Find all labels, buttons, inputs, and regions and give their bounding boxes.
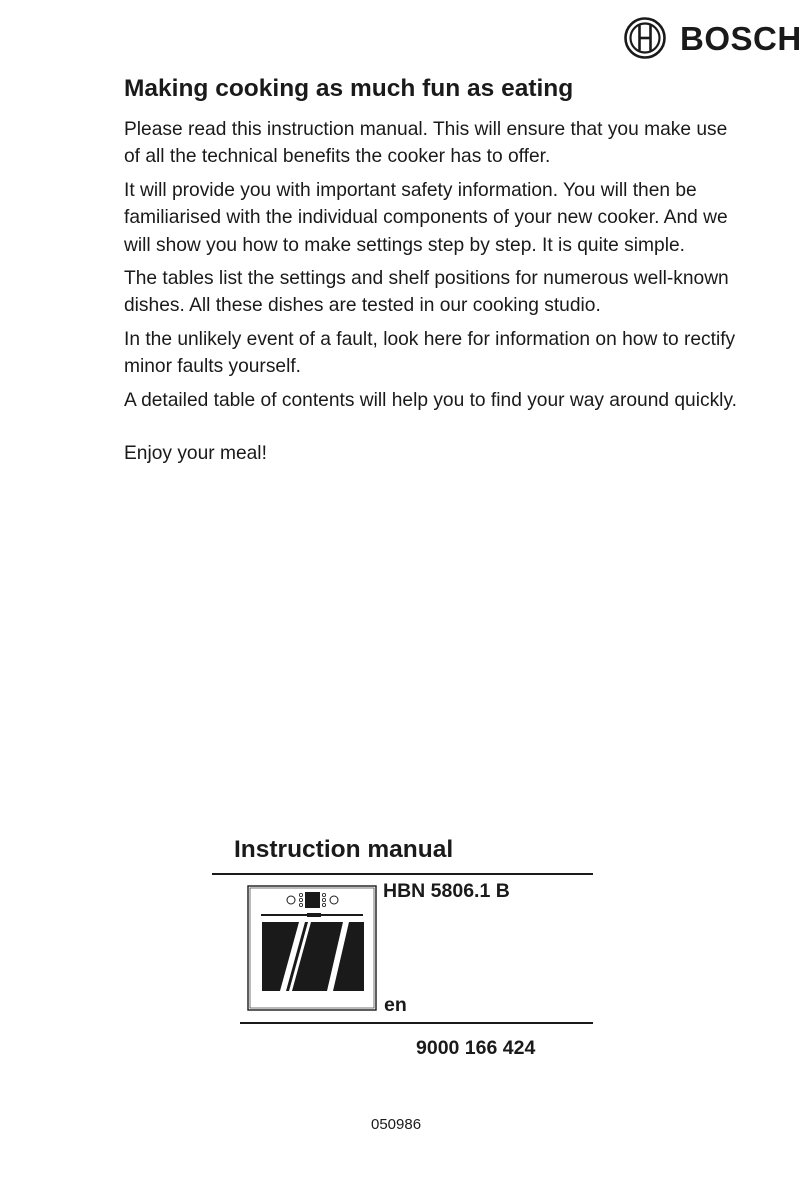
bottom-divider <box>240 1022 593 1024</box>
language-code: en <box>384 994 407 1016</box>
intro-paragraph: Please read this instruction manual. This will ensure that you make use of all the technical benefits the cooker has to offer. <box>124 119 728 168</box>
model-number: HBN 5806.1 B <box>383 880 510 902</box>
closing-line: Enjoy your meal! <box>124 443 267 465</box>
manual-title: Instruction manual <box>234 836 454 863</box>
intro-heading: Making cooking as much fun as eating <box>124 75 574 102</box>
intro-paragraph: In the unlikely event of a fault, look here for information on how to rectify minor faults yourself. <box>124 328 736 378</box>
brand-name: BOSCH <box>680 19 802 57</box>
intro-section <box>124 72 744 473</box>
bosch-logo-icon <box>624 17 666 59</box>
brand-header <box>624 16 802 60</box>
oven-illustration <box>247 885 377 1011</box>
built-in-oven-icon <box>247 885 377 1011</box>
part-number: 9000 166 424 <box>416 1037 536 1059</box>
intro-paragraph: A detailed table of contents will help you to find your way around quickly. <box>124 389 737 411</box>
intro-paragraph: It will provide you with important safety information. You will then be familiarised with the individual components of your new cooker. And we will show you how to make settings step by step. It is quite simple. <box>124 179 728 256</box>
intro-paragraph: The tables list the settings and shelf positions for numerous well-known dishes. All these dishes are tested in our cooking studio. <box>124 268 729 317</box>
top-divider <box>212 873 593 875</box>
document-code: 050986 <box>371 1116 422 1133</box>
